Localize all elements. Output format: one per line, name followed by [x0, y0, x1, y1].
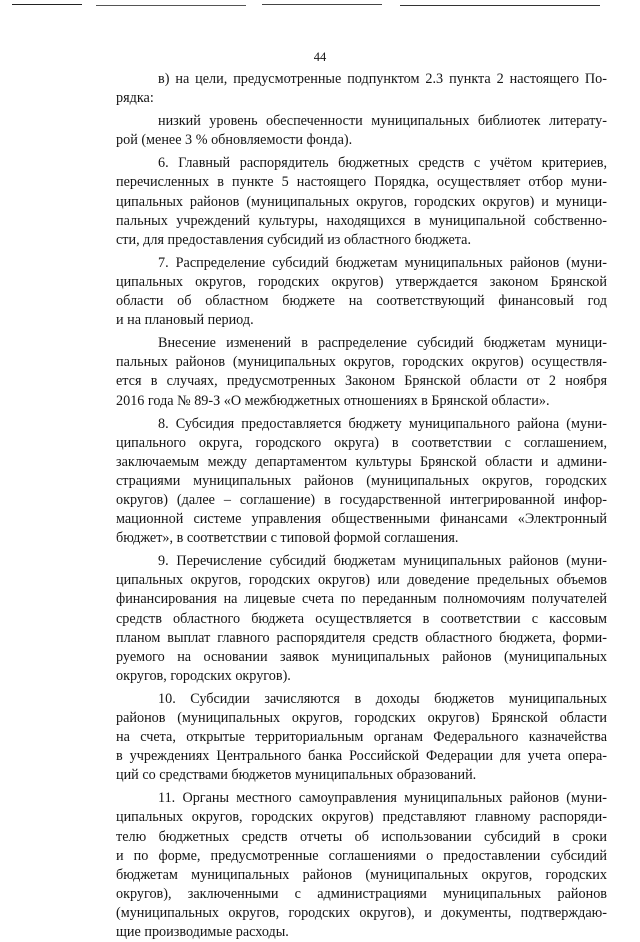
document-body: [116, 70, 607, 942]
paragraph-low-level: [116, 112, 607, 150]
paragraph-7: [116, 254, 607, 330]
paragraph-changes: [116, 334, 607, 410]
text-line: ций со средствами бюджетов муниципальных образований.: [116, 767, 477, 784]
text-line: районов (муниципальных округов, городских округов) Брянской области: [116, 710, 607, 726]
text-line: перечисленных в пункте 5 настоящего Порядка, осуществляет отбор муни-: [116, 174, 607, 191]
text-line: страциями муниципальных районов (муниципальных округов, городских: [116, 472, 607, 489]
paragraph-v: [116, 70, 607, 108]
paragraph-11: [116, 789, 607, 942]
scan-header-artifact: [0, 0, 640, 10]
text-line: в) на цели, предусмотренные подпунктом 2.3 пункта 2 настоящего По-: [158, 71, 607, 87]
paragraph-10: [116, 690, 607, 785]
text-line: ципальных округов, городских округов) представляют главному распоряди-: [116, 809, 607, 826]
text-line: бюджетам муниципальных районов (муниципальных округов, городских: [116, 866, 607, 883]
text-line: рой (менее 3 % обновляемости фонда).: [116, 132, 353, 149]
text-line: щие производимые расходы.: [116, 924, 289, 941]
text-line: (муниципальных округов, городских округов), и документы, подтверждаю-: [116, 904, 607, 921]
text-line: округов) (далее – соглашение) в государственной интегрированной инфор-: [116, 491, 607, 508]
text-line: ципальных районов (муниципальных округов, городских округов) и муници-: [116, 193, 607, 210]
text-line: телю бюджетных средств отчеты об использовании субсидий в сроки: [116, 828, 607, 845]
text-line: области об областном бюджете на соответствующий финансовый год: [116, 293, 607, 310]
text-line: пальных учреждений культуры, находящихся в муниципальной собственно-: [116, 212, 607, 229]
text-line: низкий уровень обеспеченности муниципальных библиотек литерату-: [158, 113, 607, 130]
text-line: средств областного бюджета осуществляется в соответствии с кассовым: [116, 610, 607, 627]
text-line: руемого на основании заявок муниципальных районов (муниципальных: [116, 648, 607, 665]
text-line: рядка:: [116, 90, 154, 107]
text-line: сти, для предоставления субсидий из областного бюджета.: [116, 231, 472, 248]
text-line: 9. Перечисление субсидий бюджетам муниципальных районов (муни-: [158, 553, 607, 570]
text-line: в учреждениях Центрального банка Российской Федерации для учета опера-: [116, 748, 607, 765]
text-line: на счета, открытые территориальным органам Федерального казначейства: [116, 729, 607, 746]
paragraph-6: [116, 154, 607, 249]
text-line: ется в случаях, предусмотренных Законом Брянской области от 2 ноября: [116, 373, 607, 390]
text-line: округов, городских округов).: [116, 667, 291, 684]
text-line: 2016 года № 89-З «О межбюджетных отношениях в Брянской области».: [116, 392, 550, 409]
text-line: финансирования на лицевые счета по переданным полномочиям получателей: [116, 591, 607, 608]
text-line: 8. Субсидия предоставляется бюджету муниципального района (муни-: [158, 415, 607, 432]
text-line: ципальных округов, городских округов) или доведение предельных объемов: [116, 572, 607, 589]
text-line: 6. Главный распорядитель бюджетных средств с учётом критериев,: [158, 155, 607, 172]
text-line: мационной системе управления общественными финансами «Электронный: [116, 511, 607, 528]
paragraph-8: [116, 415, 607, 549]
text-line: Внесение изменений в распределение субсидий бюджетам муници-: [158, 335, 607, 352]
text-line: 10. Субсидии зачисляются в доходы бюджетов муниципальных: [158, 690, 607, 707]
text-line: 7. Распределение субсидий бюджетам муниципальных районов (муни-: [158, 254, 607, 271]
page-number: 44: [313, 50, 327, 64]
text-line: ципальных округов, городских округов) утверждается законом Брянской: [116, 273, 607, 290]
text-line: планом выплат главного распорядителя средств областного бюджета, форми-: [116, 629, 607, 646]
text-line: бюджет», в соответствии с типовой формой соглашения.: [116, 530, 459, 547]
text-line: 11. Органы местного самоуправления муниципальных районов (муни-: [158, 790, 607, 807]
text-line: округов), заключенными с администрациями муниципальных районов: [116, 885, 607, 902]
text-line: ципального округа, городского округа) в соответствии с соглашением,: [116, 434, 607, 451]
text-line: и на плановый период.: [116, 312, 254, 329]
paragraph-9: [116, 552, 607, 686]
text-line: и по форме, предусмотренные соглашениями о предоставлении субсидий: [116, 847, 607, 864]
text-line: пальных районов (муниципальных округов, городских округов) осуществля-: [116, 354, 607, 371]
text-line: заключаемым между департаментом культуры Брянской области и админи-: [116, 453, 607, 470]
